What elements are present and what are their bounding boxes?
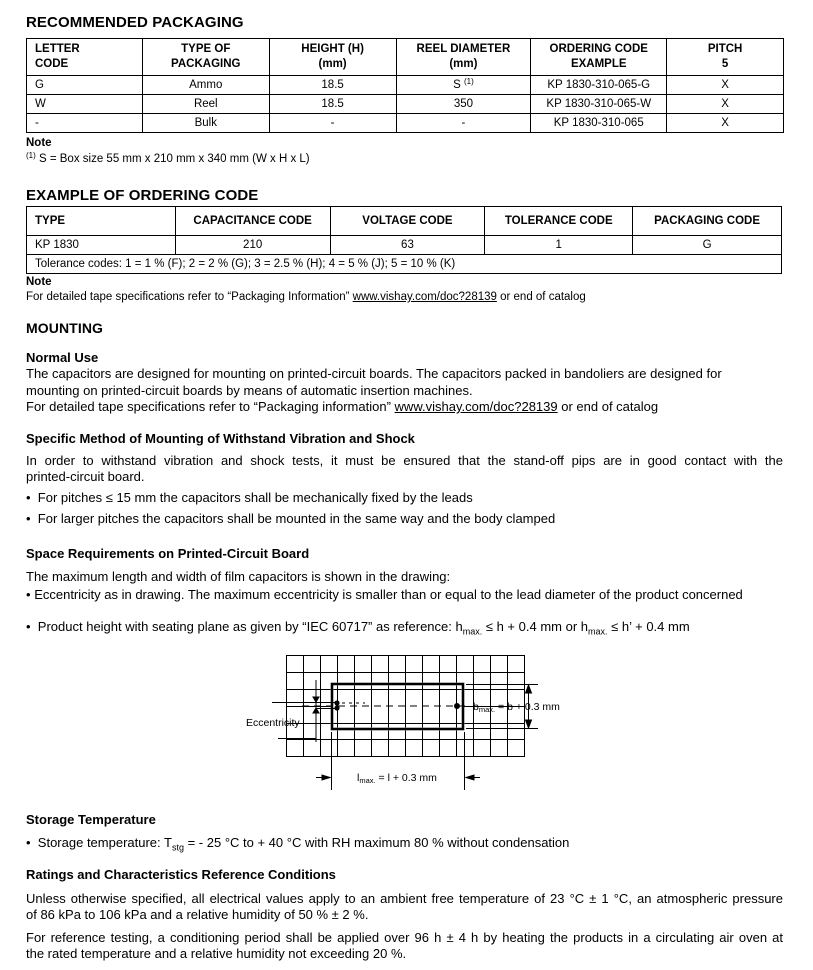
normal-use-line3 <box>26 399 658 415</box>
storage-heading: Storage Temperature <box>26 812 156 827</box>
packaging-header-row <box>27 39 784 76</box>
header-text: PITCH <box>707 43 743 55</box>
ratings-para2-line2: the rated temperature and a relative humidity not exceeding 20 %. <box>26 946 407 961</box>
tolerance-row <box>27 255 782 274</box>
bullet-text: For larger pitches the capacitors shall be mounted in the same way and the body clamped <box>37 511 556 526</box>
table-row <box>27 76 784 95</box>
bullet-icon: • <box>26 619 31 634</box>
vibration-line2: printed-circuit board. <box>26 469 145 484</box>
cell-type: Bulk <box>142 114 269 133</box>
vibration-heading: Specific Method of Mounting of Withstand Vibration and Shock <box>26 431 415 446</box>
cell-type: Ammo <box>142 76 269 95</box>
subscript: stg <box>171 842 184 853</box>
vishay-doc-link[interactable]: www.vishay.com/doc?28139 <box>352 291 497 303</box>
subscript: max. <box>588 626 608 637</box>
vishay-doc-link-2[interactable]: www.vishay.com/doc?28139 <box>394 399 558 414</box>
footnote-mark: (1) <box>26 151 36 160</box>
b-max-label: bmax. = b + 0.3 mm <box>473 701 560 714</box>
header-type-of-packaging <box>142 39 269 76</box>
ratings-para2-line1: For reference testing, a conditioning period shall be applied over 96 h ± 4 h by heating the products in a circulating air oven at <box>26 930 783 945</box>
cell-pitch: X <box>667 95 784 114</box>
table-row <box>27 114 784 133</box>
ratings-heading: Ratings and Characteristics Reference Conditions <box>26 867 336 882</box>
header-reel-diameter <box>396 39 531 76</box>
normal-use-line1: The capacitors are designed for mounting on printed-circuit boards. The capacitors packed in bandoliers are designed for <box>26 366 722 381</box>
table-row <box>27 95 784 114</box>
vibration-bullet-1 <box>26 490 473 506</box>
bullet-text: = - 25 °C to + 40 °C with RH maximum 80 % without condensation <box>183 835 570 850</box>
header-voltage-code: VOLTAGE CODE <box>330 207 485 236</box>
ratings-para1-line2: of 86 kPa to 106 kPa and a relative humidity of 50 % ± 2 %. <box>26 907 369 922</box>
header-ordering-code-example <box>531 39 667 76</box>
packaging-note-label: Note <box>26 137 52 149</box>
cell-letter: G <box>27 76 143 95</box>
cell-code: KP 1830-310-065-W <box>531 95 667 114</box>
vibration-bullet-2 <box>26 511 555 527</box>
cell-reel: 350 <box>396 95 531 114</box>
section-title-mounting: MOUNTING <box>26 320 104 336</box>
section-title-recommended-packaging: RECOMMENDED PACKAGING <box>26 14 244 31</box>
header-text: CODE <box>35 58 69 70</box>
storage-bullet <box>26 835 569 856</box>
cell-reel <box>396 76 531 95</box>
cell-capacitance: 210 <box>175 236 330 255</box>
bullet-icon: • <box>26 835 31 850</box>
header-text: (mm) <box>318 58 347 70</box>
bullet-icon: • <box>26 511 31 526</box>
l-max-label: lmax. = l + 0.3 mm <box>357 772 437 785</box>
cell-height: - <box>269 114 396 133</box>
cell-type: Reel <box>142 95 269 114</box>
cell-reel: - <box>396 114 531 133</box>
table-row <box>27 236 782 255</box>
header-text: TYPE OF <box>181 43 231 55</box>
ordering-header-row <box>27 207 782 236</box>
ordering-note-label: Note <box>26 276 52 288</box>
eccentricity-label: Eccentricity <box>246 717 300 729</box>
header-type: TYPE <box>27 207 176 236</box>
body-text: For detailed tape specifications refer to “Packaging information” <box>26 399 391 414</box>
header-text: ORDERING CODE <box>549 43 648 55</box>
space-bullet-2 <box>26 619 690 640</box>
ratings-para1-line1: Unless otherwise specified, all electrical values apply to an ambient free temperature of 23 °C ± 1 °C, an atmospheric pressure <box>26 891 783 906</box>
normal-use-line2: mounting on printed-circuit boards by means of automatic insertion machines. <box>26 383 473 398</box>
bullet-icon: • <box>26 587 31 602</box>
header-text: HEIGHT (H) <box>301 43 364 55</box>
cell-height: 18.5 <box>269 95 396 114</box>
bullet-text: For pitches ≤ 15 mm the capacitors shall be mechanically fixed by the leads <box>37 490 473 505</box>
packaging-footnote <box>26 153 310 165</box>
reel-value: S <box>453 79 461 91</box>
bullet-text: Product height with seating plane as given by “IEC 60717” as reference: h <box>37 619 463 634</box>
bullet-text: Eccentricity as in drawing. The maximum eccentricity is smaller than or equal to the lead diameter of the product concerned <box>34 587 743 602</box>
header-text: REEL DIAMETER <box>416 43 511 55</box>
footnote-ref: (1) <box>463 77 474 86</box>
cell-letter: W <box>27 95 143 114</box>
header-letter-code <box>27 39 143 76</box>
vibration-line1: In order to withstand vibration and shock tests, it must be ensured that the stand-off pips are in good contact with the <box>26 453 783 468</box>
cell-packaging: G <box>633 236 782 255</box>
subscript: max. <box>462 626 483 637</box>
bullet-text: ≤ h + 0.4 mm or h <box>482 619 588 634</box>
header-text: 5 <box>721 58 729 70</box>
ordering-note-text <box>26 291 586 303</box>
cell-pitch: X <box>667 114 784 133</box>
section-title-ordering-code: EXAMPLE OF ORDERING CODE <box>26 187 259 204</box>
ordering-code-table <box>26 206 782 274</box>
lead-dot-left-2 <box>334 705 339 710</box>
cell-type: KP 1830 <box>27 236 176 255</box>
bullet-icon: • <box>26 490 31 505</box>
note-text: For detailed tape specifications refer to “Packaging Information” <box>26 291 350 303</box>
bullet-text: Storage temperature: T <box>37 835 172 850</box>
footnote-text: S = Box size 55 mm x 210 mm x 340 mm (W x H x L) <box>38 153 310 165</box>
header-text: LETTER <box>35 43 80 55</box>
header-pitch <box>667 39 784 76</box>
space-line1: The maximum length and width of film capacitors is shown in the drawing: <box>26 569 451 584</box>
header-text: EXAMPLE <box>570 58 627 70</box>
bullet-text: ≤ h’ + 0.4 mm <box>607 619 690 634</box>
pcb-space-drawing <box>240 650 580 795</box>
header-tolerance-code: TOLERANCE CODE <box>485 207 633 236</box>
cell-code: KP 1830-310-065 <box>531 114 667 133</box>
note-text: or end of catalog <box>500 291 586 303</box>
space-bullet-1 <box>26 587 743 603</box>
header-height <box>269 39 396 76</box>
cell-height: 18.5 <box>269 76 396 95</box>
cell-pitch: X <box>667 76 784 95</box>
normal-use-heading: Normal Use <box>26 350 99 365</box>
cell-tolerance: 1 <box>485 236 633 255</box>
packaging-table <box>26 38 784 133</box>
space-heading: Space Requirements on Printed-Circuit Board <box>26 546 310 561</box>
header-text: (mm) <box>449 58 478 70</box>
cell-code: KP 1830-310-065-G <box>531 76 667 95</box>
body-text: or end of catalog <box>561 399 659 414</box>
cell-letter: - <box>27 114 143 133</box>
lead-dot-right <box>454 703 460 709</box>
cell-voltage: 63 <box>330 236 485 255</box>
header-text: PACKAGING <box>171 58 241 70</box>
tolerance-codes: Tolerance codes: 1 = 1 % (F); 2 = 2 % (G); 3 = 2.5 % (H); 4 = 5 % (J); 5 = 10 % (K) <box>27 255 782 274</box>
header-packaging-code: PACKAGING CODE <box>633 207 782 236</box>
header-capacitance-code: CAPACITANCE CODE <box>175 207 330 236</box>
